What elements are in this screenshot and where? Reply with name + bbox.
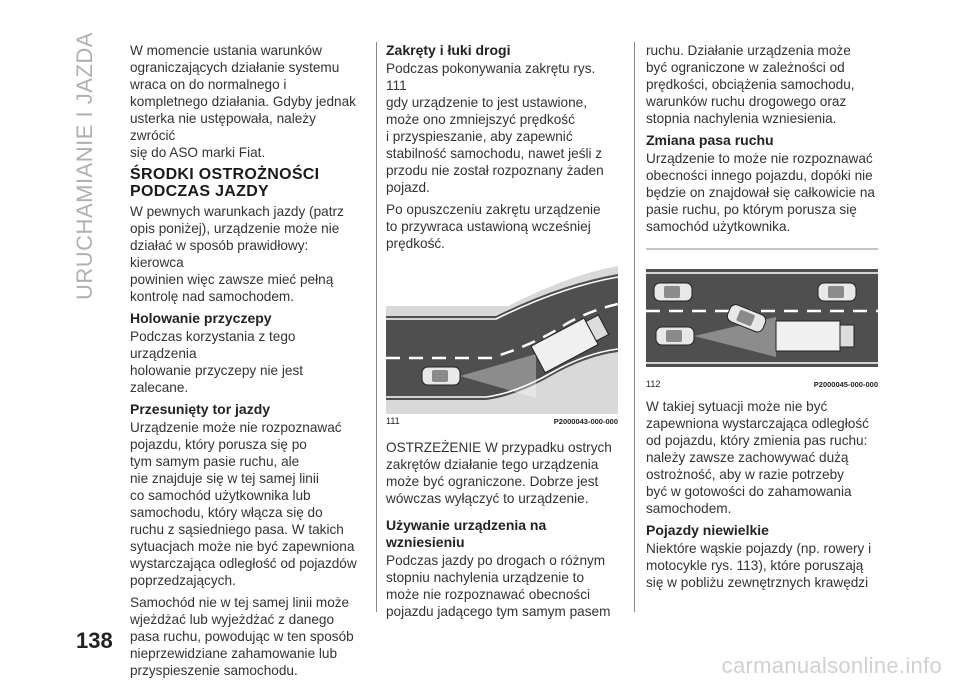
figure-number: 111 — [386, 416, 400, 426]
column-1 — [130, 42, 362, 684]
heading-safety: ŚRODKI OSTROŻNOŚCI PODCZAS JAZDY — [130, 166, 320, 200]
car-icon — [654, 283, 692, 301]
heading-lane-change: Zmiana pasa ruchu — [646, 132, 774, 148]
user-car-icon — [422, 367, 460, 385]
section-side-title — [72, 32, 112, 300]
watermark: carmanualsonline.info — [721, 653, 942, 678]
column-3 — [646, 42, 878, 596]
user-car-icon — [656, 327, 694, 345]
column-2 — [386, 42, 618, 625]
heading-trailer: Holowanie przyczepy — [130, 310, 272, 326]
figure-number: 112 — [646, 379, 661, 389]
heading-shifted-lane: Przesunięty tor jazdy — [130, 401, 271, 417]
paragraph: Urządzenie to może nie rozpoznawać obecności innego pojazdu, dopóki nie będzie on znajdował się całkowicie na pasie ruchu, po którym porusza się samochód użytkownika. — [646, 151, 875, 234]
paragraph: Po opuszczeniu zakrętu urządzenie to przywraca ustawioną wcześniej prędkość. — [386, 202, 601, 251]
heading-slopes: Używanie urządzenia na wzniesieniu — [386, 517, 547, 550]
paragraph: Podczas korzystania z tego urządzenia holowanie przyczepy nie jest zalecane. — [130, 329, 304, 395]
paragraph: W takiej sytuacji może nie być zapewniona wystarczająca odległość od pojazdu, który zmienia pas ruchu: należy zawsze zachowywać dużą ostrożność, aby w razie potrzeby być w gotowości do zahamowania samochodem. — [646, 399, 869, 516]
warning-paragraph: OSTRZEŻENIE W przypadku ostrych zakrętów działanie tego urządzenia może być ograniczone. Dobrze jest wówczas wyłączyć to urządzenie. — [386, 440, 612, 506]
curve-illustration — [386, 264, 618, 414]
figure-code: P2000045-000-000 — [813, 380, 878, 389]
paragraph: W pewnych warunkach jazdy (patrz opis poniżej), urządzenie może nie działać w sposób prawidłowy: kierowca powinien więc zawsze mieć pełną kontrolę nad samochodem. — [130, 204, 344, 304]
figure-112 — [646, 247, 878, 390]
truck-icon — [776, 321, 854, 351]
section-side-title-text: URUCHAMIANIE I JAZDA — [72, 32, 97, 300]
figure-caption — [386, 416, 618, 427]
column-divider — [634, 42, 635, 612]
paragraph: Podczas jazdy po drogach o różnym stopniu nachylenia urządzenie to może nie rozpoznawać obecności pojazdu jadącego tym samym pasem — [386, 553, 611, 619]
column-divider — [376, 42, 377, 612]
heading-curves: Zakręty i łuki drogi — [386, 42, 511, 58]
lane-change-illustration — [646, 247, 878, 377]
paragraph: Urządzenie może nie rozpoznawać pojazdu, który porusza się po tym samym pasie ruchu, ale nie znajduje się w tej samej linii co samochód użytkownika lub samochodu, który włącza się do ruchu z sąsiedniego pasa. W takich sytuacjach może nie być zapewniona wystarczająca odległość od pojazdów poprzedzających. — [130, 420, 357, 588]
figure-caption — [646, 379, 878, 390]
paragraph: Podczas pokonywania zakrętu rys. 111 gdy urządzenie to jest ustawione, może ono zmniejszyć prędkość i przyspieszanie, aby zapewnić stabilność samochodu, nawet jeśli z przodu nie został rozpoznany żaden pojazd. — [386, 61, 604, 195]
paragraph: W momencie ustania warunków ograniczających działanie systemu wraca on do normalnego i kompletnego działania. Gdyby jednak usterka nie ustępowała, należy zwrócić się do ASO marki Fiat. — [130, 43, 356, 160]
paragraph: Samochód nie w tej samej linii może wjeżdżać lub wyjeżdżać z danego pasa ruchu, powodując w ten sposób nieprzewidziane zahamowanie lub przyspieszenie samochodu. — [130, 595, 354, 678]
heading-small-vehicles: Pojazdy niewielkie — [646, 522, 769, 538]
car-icon — [818, 283, 856, 301]
paragraph: Niektóre wąskie pojazdy (np. rowery i motocykle rys. 113), które poruszają się w pobliżu zewnętrznych krawędzi — [646, 541, 872, 590]
paragraph: ruchu. Działanie urządzenia może być ograniczone w zależności od prędkości, obciążenia samochodu, warunków ruchu drogowego oraz stopnia nachylenia wzniesienia. — [646, 43, 855, 126]
figure-code: P2000043-000-000 — [553, 417, 618, 426]
page-number: 138 — [76, 628, 113, 653]
figure-111 — [386, 264, 618, 427]
